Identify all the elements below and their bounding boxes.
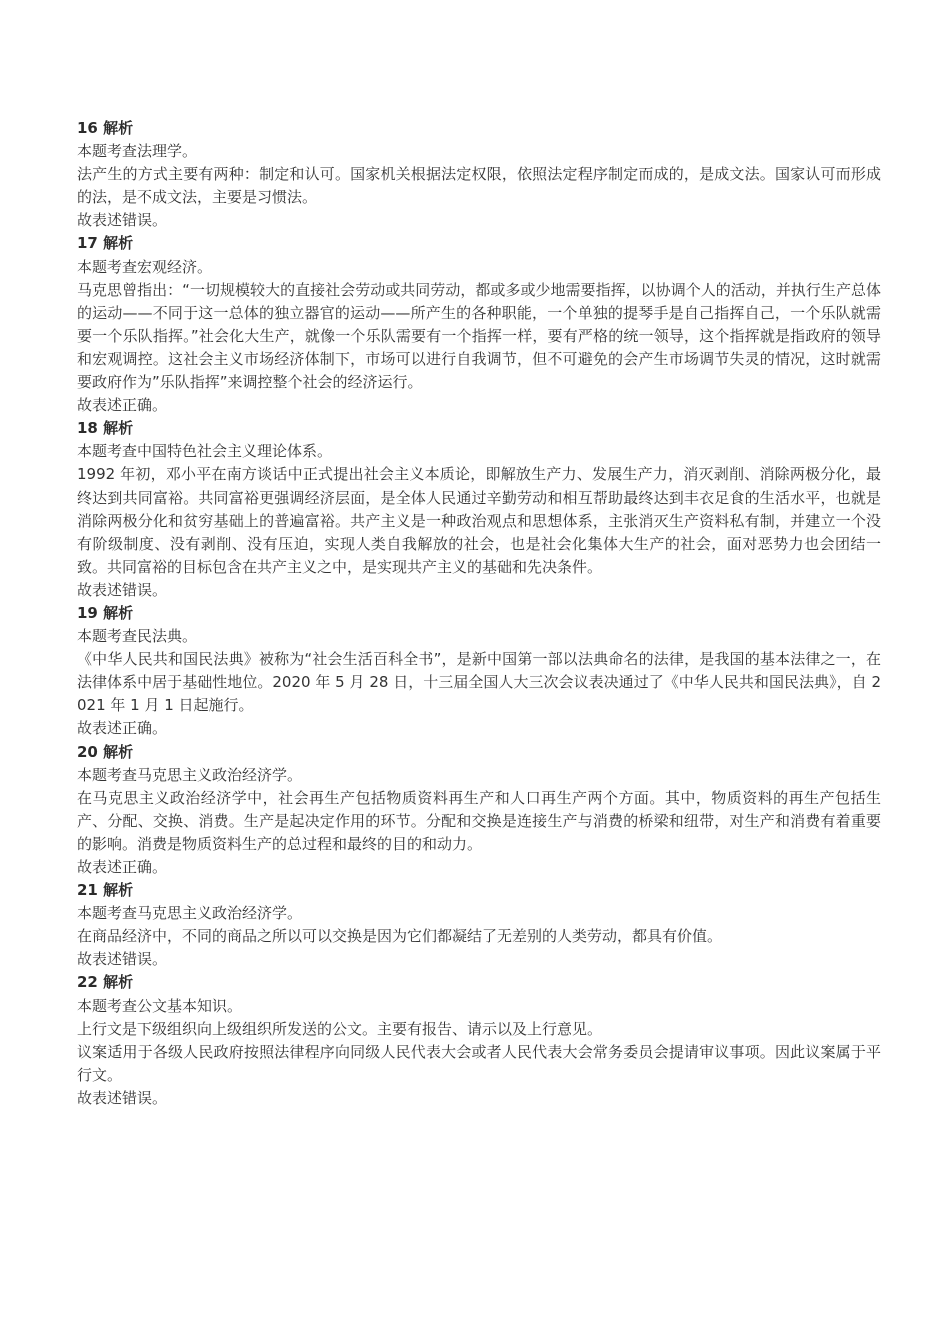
explanation-paragraph: 在马克思主义政治经济学中，社会再生产包括物质资料再生产和人口再生产两个方面。其中，物质资料的再生产包括生产、分配、交换、消费。生产是起决定作用的环节。分配和交换是连接生产与消费的桥梁和纽带，对生产和消费有着重要的影响。消费是物质资料生产的总过程和最终的目的和动力。	[77, 788, 881, 853]
section-heading: 18 解析	[77, 419, 134, 438]
topic-line: 本题考查公文基本知识。	[77, 996, 243, 1015]
section-heading: 19 解析	[77, 603, 134, 622]
answer-section-20	[77, 741, 881, 880]
answer-section-16	[77, 117, 881, 232]
explanation-paragraph: 在商品经济中，不同的商品之所以可以交换是因为它们都凝结了无差别的人类劳动，都具有价值。	[77, 927, 723, 946]
explanation-paragraph: 议案适用于各级人民政府按照法律程序向同级人民代表大会或者人民代表大会常务委员会提请审议事项。因此议案属于平行文。	[77, 1042, 881, 1084]
section-heading: 20 解析	[77, 742, 134, 761]
explanation-paragraph: 1992 年初，邓小平在南方谈话中正式提出社会主义本质论，即解放生产力、发展生产力，消灭剥削、消除两极分化，最终达到共同富裕。共同富裕更强调经济层面，是全体人民通过辛勤劳动和相互帮助最终达到丰衣足食的生活水平，也就是消除两极分化和贫穷基础上的普遍富裕。共产主义是一种政治观点和思想体系，主张消灭生产资料私有制，并建立一个没有阶级制度、没有剥削、没有压迫，实现人类自我解放的社会，也是社会化集体大生产的社会，面对恶势力也会团结一致。共同富裕的目标包含在共产主义之中，是实现共产主义的基础和先决条件。	[77, 465, 881, 576]
section-heading: 17 解析	[77, 234, 134, 253]
conclusion-line: 故表述错误。	[77, 211, 168, 230]
explanation-paragraph: 法产生的方式主要有两种：制定和认可。国家机关根据法定权限，依照法定程序制定而成的，是成文法。国家认可而形成的法，是不成文法，主要是习惯法。	[77, 165, 881, 207]
topic-line: 本题考查中国特色社会主义理论体系。	[77, 442, 333, 461]
answer-section-19	[77, 602, 881, 741]
topic-line: 本题考查马克思主义政治经济学。	[77, 904, 303, 923]
section-heading: 16 解析	[77, 119, 134, 137]
topic-line: 本题考查宏观经济。	[77, 257, 213, 276]
topic-line: 本题考查马克思主义政治经济学。	[77, 765, 303, 784]
explanation-paragraph: 上行文是下级组织向上级组织所发送的公文。主要有报告、请示以及上行意见。	[77, 1019, 603, 1038]
conclusion-line: 故表述正确。	[77, 396, 168, 415]
conclusion-line: 故表述正确。	[77, 719, 168, 738]
answer-section-21	[77, 879, 881, 971]
conclusion-line: 故表述错误。	[77, 580, 168, 599]
answer-section-22	[77, 971, 881, 1110]
answer-section-17	[77, 232, 881, 417]
conclusion-line: 故表述错误。	[77, 950, 168, 969]
section-heading: 21 解析	[77, 881, 134, 900]
explanation-paragraph: 马克思曾指出：“一切规模较大的直接社会劳动或共同劳动，都或多或少地需要指挥，以协调个人的活动，并执行生产总体的运动——不同于这一总体的独立器官的运动——所产生的各种职能，一个单独的提琴手是自己指挥自己，一个乐队就需要一个乐队指挥。”社会化大生产，就像一个乐队需要有一个指挥一样，要有严格的统一领导，这个指挥就是指政府的领导和宏观调控。这社会主义市场经济体制下，市场可以进行自我调节，但不可避免的会产生市场调节失灵的情况，这时就需要政府作为”乐队指挥”来调控整个社会的经济运行。	[77, 280, 881, 392]
conclusion-line: 故表述错误。	[77, 1088, 168, 1107]
topic-line: 本题考查民法典。	[77, 627, 198, 646]
explanation-paragraph: 《中华人民共和国民法典》被称为“社会生活百科全书”，是新中国第一部以法典命名的法律，是我国的基本法律之一，在法律体系中居于基础性地位。2020 年 5 月 28 日，十三届全国人大三次会议表决通过了《中华人民共和国民法典》，自 2021 年 1 月 1 日起施行。	[77, 650, 881, 715]
section-heading: 22 解析	[77, 973, 134, 992]
document-page	[77, 117, 881, 1110]
conclusion-line: 故表述正确。	[77, 858, 168, 876]
answer-section-18	[77, 417, 881, 602]
topic-line: 本题考查法理学。	[77, 142, 198, 161]
